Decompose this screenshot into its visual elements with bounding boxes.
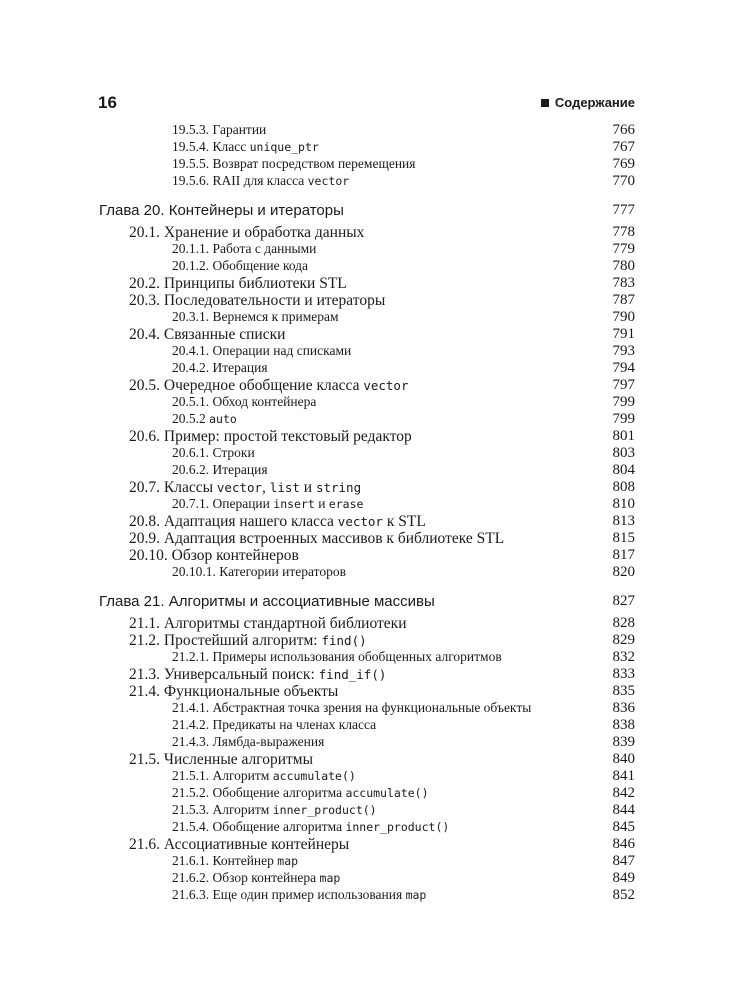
toc-subsection-entry — [0, 139, 732, 157]
toc-subsection-entry — [0, 394, 732, 412]
toc-entry-title — [172, 462, 268, 478]
toc-entry-title — [129, 326, 285, 344]
toc-entry-page: 845 — [612, 819, 635, 835]
toc-section-entry — [0, 632, 732, 650]
toc-section-entry — [0, 377, 732, 395]
title-text: Глава 20. Контейнеры и итераторы — [99, 202, 344, 219]
toc-entry-page: 783 — [612, 275, 635, 291]
toc-entry-page: 766 — [612, 122, 635, 138]
toc-entry-title — [172, 122, 266, 138]
toc-subsection-entry — [0, 768, 732, 786]
title-text: 21.6.1. Контейнер — [172, 853, 278, 868]
toc-entry-title — [129, 377, 408, 395]
toc-entry-page: 847 — [612, 853, 635, 869]
title-text: и — [299, 479, 316, 496]
toc-section-entry — [0, 683, 732, 701]
toc-entry-page: 767 — [612, 139, 635, 155]
toc-entry-page: 793 — [612, 343, 635, 359]
toc-entry-title — [172, 734, 324, 750]
title-text: 20.4. Связанные списки — [129, 326, 286, 343]
toc-entry-title — [172, 700, 531, 716]
code-term: map — [319, 871, 341, 885]
toc-entry-title — [172, 853, 298, 869]
toc-section-entry — [0, 428, 732, 446]
toc-entry-title — [172, 819, 449, 835]
toc-entry-title — [129, 615, 407, 633]
toc-entry-title — [129, 751, 313, 769]
toc-section-entry — [0, 292, 732, 310]
code-term: auto — [209, 412, 237, 426]
toc-entry-title — [129, 428, 412, 446]
toc-entry-title — [129, 547, 299, 565]
toc-subsection-entry — [0, 564, 732, 582]
title-text: 20.4.1. Операции над списками — [172, 343, 352, 358]
toc-entry-title — [129, 275, 347, 293]
title-text: 20.1.1. Работа с данными — [172, 241, 317, 256]
toc-entry-page: 820 — [612, 564, 635, 580]
toc-subsection-entry — [0, 309, 732, 327]
toc-entry-title — [129, 836, 349, 854]
code-term: vector — [307, 174, 350, 188]
toc-subsection-entry — [0, 343, 732, 361]
toc-entry-title — [129, 292, 385, 310]
toc-subsection-entry — [0, 241, 732, 259]
toc-section-entry — [0, 615, 732, 633]
toc-entry-page: 841 — [612, 768, 635, 784]
toc-entry-page: 838 — [612, 717, 635, 733]
toc-entry-page: 829 — [612, 632, 635, 648]
toc-entry-page: 799 — [612, 411, 635, 427]
toc-entry-page: 833 — [612, 666, 635, 682]
title-text: 21.3. Универсальный поиск: — [129, 666, 319, 683]
title-text: , — [262, 479, 270, 496]
title-text: 20.7. Классы — [129, 479, 217, 496]
toc-entry-page: 804 — [612, 462, 635, 478]
toc-subsection-entry — [0, 445, 732, 463]
title-text: 20.6.1. Строки — [172, 445, 255, 460]
toc-entry-page: 791 — [612, 326, 635, 342]
toc-entry-title — [172, 139, 319, 155]
title-text: 21.6.3. Еще один пример использования — [172, 887, 406, 902]
toc-entry-title — [172, 258, 308, 274]
toc-chapter-entry — [0, 593, 732, 611]
title-text: 20.4.2. Итерация — [172, 360, 268, 375]
title-text: 21.5.3. Алгоритм — [172, 802, 273, 817]
toc-entry-title — [172, 309, 339, 325]
code-term: inner_product() — [272, 803, 377, 817]
toc-entry-title — [172, 870, 340, 886]
toc-section-entry — [0, 666, 732, 684]
toc-entry-title — [172, 802, 377, 818]
code-term: find_if() — [318, 667, 387, 682]
toc-entry-page: 790 — [612, 309, 635, 325]
title-text: 21.5.2. Обобщение алгоритма — [172, 785, 346, 800]
title-text: 21.6. Ассоциативные контейнеры — [129, 836, 350, 853]
toc-chapter-entry — [0, 202, 732, 220]
toc-entry-page: 836 — [612, 700, 635, 716]
title-text: 20.6. Пример: простой текстовый редактор — [129, 428, 412, 445]
toc-entry-page: 797 — [612, 377, 635, 393]
code-term: string — [315, 480, 362, 495]
title-text: 20.8. Адаптация нашего класса — [129, 513, 338, 530]
toc-entry-title — [172, 241, 316, 257]
code-term: vector — [337, 514, 383, 529]
title-text: 20.10. Обзор контейнеров — [129, 547, 299, 564]
title-text: 20.7.1. Операции — [172, 496, 274, 511]
code-term: inner_product() — [345, 820, 450, 834]
code-term: vector — [216, 480, 263, 495]
title-text: 20.3.1. Вернемся к примерам — [172, 309, 339, 324]
toc-entry-title — [172, 360, 268, 376]
title-text: 20.3. Последовательности и итераторы — [129, 292, 386, 309]
toc-entry-page: 803 — [612, 445, 635, 461]
toc-subsection-entry — [0, 853, 732, 871]
toc-entry-title — [172, 785, 429, 801]
toc-subsection-entry — [0, 462, 732, 480]
toc-entry-page: 777 — [612, 202, 635, 218]
toc-subsection-entry — [0, 819, 732, 837]
toc-entry-title — [172, 343, 351, 359]
toc-entry-title — [172, 717, 376, 733]
code-term: vector — [363, 378, 409, 393]
title-text: 20.9. Адаптация встроенных массивов к библиотеке STL — [129, 530, 505, 547]
toc-subsection-entry — [0, 870, 732, 888]
toc-entry-page: 780 — [612, 258, 635, 274]
toc-subsection-entry — [0, 360, 732, 378]
toc-subsection-entry — [0, 411, 732, 429]
title-text: 21.5.1. Алгоритм — [172, 768, 273, 783]
toc-entry-page: 832 — [612, 649, 635, 665]
toc-entry-title — [99, 593, 435, 610]
toc-subsection-entry — [0, 156, 732, 174]
toc-entry-page: 835 — [612, 683, 635, 699]
toc-entry-page: 778 — [612, 224, 635, 240]
toc-section-entry — [0, 530, 732, 548]
toc-entry-title — [129, 666, 386, 684]
toc-subsection-entry — [0, 717, 732, 735]
toc-entry-page: 801 — [612, 428, 635, 444]
code-term: accumulate() — [345, 786, 429, 800]
toc-subsection-entry — [0, 496, 732, 514]
toc-entry-page: 769 — [612, 156, 635, 172]
title-text: к STL — [382, 513, 426, 530]
toc-section-entry — [0, 326, 732, 344]
title-text: 19.5.5. Возврат посредством перемещения — [172, 156, 416, 171]
title-text: 21.5. Численные алгоритмы — [129, 751, 314, 768]
toc-entry-page: 828 — [612, 615, 635, 631]
toc-entry-title — [129, 683, 338, 701]
toc-entry-title — [172, 564, 346, 580]
title-text: и — [314, 496, 329, 511]
toc-entry-title — [172, 411, 237, 427]
code-term: find() — [321, 633, 367, 648]
toc-entry-page: 779 — [612, 241, 635, 257]
code-term: map — [405, 888, 427, 902]
toc-entry-title — [172, 887, 426, 903]
toc-entry-page: 827 — [612, 593, 635, 609]
title-text: 21.4.3. Лямбда-выражения — [172, 734, 325, 749]
toc-entry-title — [129, 632, 367, 650]
toc-entry-title — [172, 768, 356, 784]
toc-entry-title — [129, 530, 504, 548]
title-text: 20.6.2. Итерация — [172, 462, 268, 477]
code-term: erase — [328, 497, 364, 511]
toc-entry-page: 799 — [612, 394, 635, 410]
title-text: 21.5.4. Обобщение алгоритма — [172, 819, 346, 834]
toc-entry-page: 846 — [612, 836, 635, 852]
title-text: 19.5.6. RAII для класса — [172, 173, 308, 188]
toc-entry-title — [129, 224, 364, 242]
toc-entry-title — [172, 394, 316, 410]
title-text: 21.1. Алгоритмы стандартной библиотеки — [129, 615, 407, 632]
title-text: 20.5.2 — [172, 411, 210, 426]
title-text: 19.5.3. Гарантии — [172, 122, 267, 137]
toc-entry-page: 794 — [612, 360, 635, 376]
toc-subsection-entry — [0, 122, 732, 140]
toc-entry-page: 839 — [612, 734, 635, 750]
toc-subsection-entry — [0, 785, 732, 803]
toc-entry-page: 770 — [612, 173, 635, 189]
title-text: 20.5. Очередное обобщение класса — [129, 377, 364, 394]
toc-entry-page: 808 — [612, 479, 635, 495]
toc-section-entry — [0, 751, 732, 769]
title-text: 20.1. Хранение и обработка данных — [129, 224, 365, 241]
title-text: 21.4.2. Предикаты на членах класса — [172, 717, 377, 732]
title-text: 21.6.2. Обзор контейнера — [172, 870, 320, 885]
title-text: Глава 21. Алгоритмы и ассоциативные массивы — [99, 593, 435, 610]
toc-entry-title — [129, 479, 361, 497]
running-title-text: Содержание — [554, 95, 635, 110]
toc-subsection-entry — [0, 258, 732, 276]
title-text: 21.2. Простейший алгоритм: — [129, 632, 322, 649]
toc-entry-page: 787 — [612, 292, 635, 308]
toc-entry-page: 817 — [612, 547, 635, 563]
toc-section-entry — [0, 224, 732, 242]
title-text: 20.2. Принципы библиотеки STL — [129, 275, 347, 292]
title-text: 21.2.1. Примеры использования обобщенных алгоритмов — [172, 649, 502, 664]
toc-subsection-entry — [0, 700, 732, 718]
toc-entry-page: 813 — [612, 513, 635, 529]
toc-entry-title — [129, 513, 426, 531]
toc-entry-page: 840 — [612, 751, 635, 767]
code-term: insert — [273, 497, 315, 511]
title-text: 20.5.1. Обход контейнера — [172, 394, 317, 409]
toc-entry-page: 815 — [612, 530, 635, 546]
toc-section-entry — [0, 275, 732, 293]
toc-subsection-entry — [0, 734, 732, 752]
title-text: 21.4. Функциональные объекты — [129, 683, 339, 700]
toc-entry-title — [172, 156, 416, 172]
toc-entry-page: 852 — [612, 887, 635, 903]
title-text: 19.5.4. Класс — [172, 139, 250, 154]
toc-subsection-entry — [0, 887, 732, 905]
toc-subsection-entry — [0, 649, 732, 667]
toc-section-entry — [0, 479, 732, 497]
toc-section-entry — [0, 513, 732, 531]
toc-entry-title — [172, 173, 349, 189]
title-text: 20.10.1. Категории итераторов — [172, 564, 346, 579]
code-term: list — [269, 480, 300, 495]
title-text: 21.4.1. Абстрактная точка зрения на функциональные объекты — [172, 700, 532, 715]
code-term: accumulate() — [272, 769, 356, 783]
toc-entry-title — [172, 445, 255, 461]
toc-entry-page: 810 — [612, 496, 635, 512]
toc-entry-page: 842 — [612, 785, 635, 801]
toc-entry-page: 844 — [612, 802, 635, 818]
code-term: unique_ptr — [249, 140, 319, 154]
page-number: 16 — [98, 93, 117, 112]
toc-entry-page: 849 — [612, 870, 635, 886]
toc-entry-title — [99, 202, 344, 219]
code-term: map — [277, 854, 299, 868]
title-text: 20.1.2. Обобщение кода — [172, 258, 309, 273]
toc-subsection-entry — [0, 802, 732, 820]
toc-entry-title — [172, 649, 502, 665]
toc-subsection-entry — [0, 173, 732, 191]
toc-entry-title — [172, 496, 363, 512]
toc-section-entry — [0, 547, 732, 565]
toc-section-entry — [0, 836, 732, 854]
